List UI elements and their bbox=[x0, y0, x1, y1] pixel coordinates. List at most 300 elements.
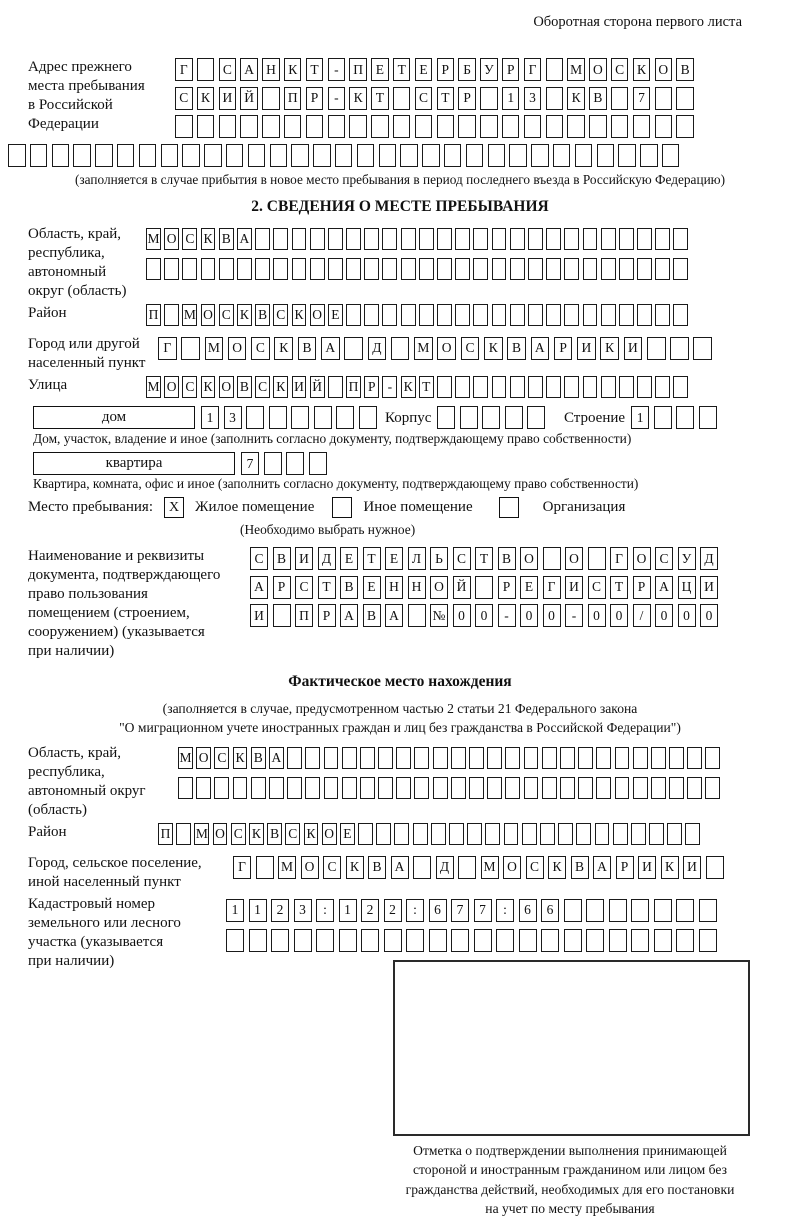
char-cell[interactable] bbox=[487, 777, 502, 799]
char-cell[interactable]: И bbox=[292, 376, 307, 398]
char-cell[interactable]: - bbox=[328, 58, 346, 81]
char-cell[interactable] bbox=[609, 929, 627, 952]
char-cell[interactable] bbox=[502, 115, 520, 138]
char-cell[interactable] bbox=[558, 823, 573, 845]
checkbox-zhiloe[interactable]: X bbox=[164, 497, 184, 518]
char-cell[interactable] bbox=[631, 929, 649, 952]
char-cell[interactable] bbox=[669, 777, 684, 799]
char-cell[interactable]: : bbox=[316, 899, 334, 922]
char-cell[interactable] bbox=[339, 929, 357, 952]
char-cell[interactable] bbox=[394, 823, 409, 845]
char-cell[interactable]: К bbox=[633, 58, 651, 81]
char-cell[interactable] bbox=[601, 228, 616, 250]
char-cell[interactable] bbox=[564, 376, 579, 398]
char-cell[interactable] bbox=[364, 258, 379, 280]
char-cell[interactable]: И bbox=[577, 337, 596, 360]
char-cell[interactable] bbox=[492, 304, 507, 326]
char-cell[interactable] bbox=[524, 747, 539, 769]
char-cell[interactable]: К bbox=[273, 376, 288, 398]
char-cell[interactable] bbox=[469, 777, 484, 799]
char-cell[interactable]: К bbox=[237, 304, 252, 326]
char-cell[interactable] bbox=[676, 929, 694, 952]
char-cell[interactable]: 3 bbox=[224, 406, 242, 429]
char-cell[interactable] bbox=[422, 144, 440, 167]
char-cell[interactable] bbox=[576, 823, 591, 845]
char-cell[interactable]: Д bbox=[436, 856, 454, 879]
char-cell[interactable]: В bbox=[237, 376, 252, 398]
char-cell[interactable] bbox=[286, 452, 304, 475]
char-cell[interactable]: 3 bbox=[524, 87, 542, 110]
char-cell[interactable] bbox=[480, 87, 498, 110]
char-cell[interactable]: Г bbox=[175, 58, 193, 81]
char-cell[interactable]: 7 bbox=[633, 87, 651, 110]
char-cell[interactable] bbox=[262, 115, 280, 138]
char-cell[interactable] bbox=[451, 777, 466, 799]
char-cell[interactable]: К bbox=[197, 87, 215, 110]
char-cell[interactable]: И bbox=[700, 576, 718, 599]
checkbox-organizatsiya[interactable] bbox=[499, 497, 519, 518]
char-cell[interactable] bbox=[52, 144, 70, 167]
char-cell[interactable]: К bbox=[401, 376, 416, 398]
char-cell[interactable] bbox=[437, 376, 452, 398]
char-cell[interactable]: О bbox=[520, 547, 538, 570]
char-cell[interactable] bbox=[611, 115, 629, 138]
char-cell[interactable] bbox=[637, 258, 652, 280]
char-cell[interactable] bbox=[433, 777, 448, 799]
char-cell[interactable] bbox=[233, 777, 248, 799]
char-cell[interactable] bbox=[458, 115, 476, 138]
char-cell[interactable]: 0 bbox=[678, 604, 696, 627]
char-cell[interactable] bbox=[240, 115, 258, 138]
char-cell[interactable] bbox=[316, 929, 334, 952]
char-cell[interactable]: П bbox=[346, 376, 361, 398]
char-cell[interactable] bbox=[164, 304, 179, 326]
char-cell[interactable]: К bbox=[548, 856, 566, 879]
char-cell[interactable] bbox=[361, 929, 379, 952]
char-cell[interactable] bbox=[305, 747, 320, 769]
char-cell[interactable] bbox=[313, 144, 331, 167]
char-cell[interactable]: С bbox=[182, 376, 197, 398]
char-cell[interactable] bbox=[531, 144, 549, 167]
char-cell[interactable] bbox=[474, 929, 492, 952]
char-cell[interactable] bbox=[357, 144, 375, 167]
char-cell[interactable]: О bbox=[437, 337, 456, 360]
char-cell[interactable] bbox=[139, 144, 157, 167]
char-cell[interactable]: М bbox=[194, 823, 209, 845]
char-cell[interactable] bbox=[413, 823, 428, 845]
char-cell[interactable]: 1 bbox=[226, 899, 244, 922]
char-cell[interactable] bbox=[546, 258, 561, 280]
char-cell[interactable]: У bbox=[480, 58, 498, 81]
char-cell[interactable] bbox=[201, 258, 216, 280]
char-cell[interactable] bbox=[204, 144, 222, 167]
char-cell[interactable]: - bbox=[565, 604, 583, 627]
char-cell[interactable] bbox=[560, 777, 575, 799]
char-cell[interactable]: С bbox=[588, 576, 606, 599]
char-cell[interactable] bbox=[346, 304, 361, 326]
char-cell[interactable] bbox=[360, 747, 375, 769]
char-cell[interactable] bbox=[673, 258, 688, 280]
char-cell[interactable]: И bbox=[624, 337, 643, 360]
char-cell[interactable] bbox=[473, 258, 488, 280]
char-cell[interactable]: Р bbox=[318, 604, 336, 627]
char-cell[interactable]: О bbox=[322, 823, 337, 845]
char-cell[interactable] bbox=[651, 777, 666, 799]
char-cell[interactable] bbox=[291, 406, 309, 429]
char-cell[interactable] bbox=[346, 228, 361, 250]
char-cell[interactable] bbox=[164, 258, 179, 280]
char-cell[interactable]: О bbox=[503, 856, 521, 879]
char-cell[interactable] bbox=[699, 929, 717, 952]
char-cell[interactable] bbox=[324, 777, 339, 799]
char-cell[interactable] bbox=[528, 228, 543, 250]
char-cell[interactable] bbox=[219, 115, 237, 138]
char-cell[interactable]: С bbox=[273, 304, 288, 326]
char-cell[interactable] bbox=[358, 823, 373, 845]
char-cell[interactable] bbox=[637, 228, 652, 250]
char-cell[interactable]: Е bbox=[340, 547, 358, 570]
char-cell[interactable]: Г bbox=[610, 547, 628, 570]
char-cell[interactable] bbox=[699, 899, 717, 922]
char-cell[interactable] bbox=[262, 87, 280, 110]
char-cell[interactable]: 2 bbox=[361, 899, 379, 922]
char-cell[interactable] bbox=[269, 406, 287, 429]
char-cell[interactable]: Т bbox=[419, 376, 434, 398]
char-cell[interactable] bbox=[382, 228, 397, 250]
char-cell[interactable] bbox=[618, 144, 636, 167]
char-cell[interactable] bbox=[619, 304, 634, 326]
char-cell[interactable] bbox=[631, 899, 649, 922]
char-cell[interactable]: Й bbox=[453, 576, 471, 599]
char-cell[interactable]: А bbox=[531, 337, 550, 360]
char-cell[interactable] bbox=[197, 58, 215, 81]
char-cell[interactable] bbox=[310, 228, 325, 250]
char-cell[interactable] bbox=[510, 376, 525, 398]
char-cell[interactable] bbox=[251, 777, 266, 799]
char-cell[interactable] bbox=[673, 376, 688, 398]
char-cell[interactable] bbox=[651, 747, 666, 769]
char-cell[interactable] bbox=[482, 406, 500, 429]
char-cell[interactable]: 3 bbox=[294, 899, 312, 922]
char-cell[interactable]: : bbox=[406, 899, 424, 922]
char-cell[interactable] bbox=[469, 747, 484, 769]
char-cell[interactable]: И bbox=[295, 547, 313, 570]
char-cell[interactable]: П bbox=[146, 304, 161, 326]
char-cell[interactable]: А bbox=[269, 747, 284, 769]
char-cell[interactable]: Т bbox=[306, 58, 324, 81]
char-cell[interactable]: О bbox=[565, 547, 583, 570]
char-cell[interactable] bbox=[371, 115, 389, 138]
char-cell[interactable]: К bbox=[346, 856, 364, 879]
char-cell[interactable] bbox=[419, 258, 434, 280]
char-cell[interactable]: К bbox=[201, 228, 216, 250]
char-cell[interactable]: С bbox=[655, 547, 673, 570]
char-cell[interactable] bbox=[255, 258, 270, 280]
char-cell[interactable]: П bbox=[284, 87, 302, 110]
char-cell[interactable]: - bbox=[382, 376, 397, 398]
char-cell[interactable] bbox=[382, 258, 397, 280]
char-cell[interactable] bbox=[613, 823, 628, 845]
char-cell[interactable] bbox=[546, 58, 564, 81]
char-cell[interactable] bbox=[676, 899, 694, 922]
char-cell[interactable] bbox=[519, 929, 537, 952]
char-cell[interactable] bbox=[324, 747, 339, 769]
char-cell[interactable] bbox=[586, 929, 604, 952]
char-cell[interactable]: В bbox=[251, 747, 266, 769]
char-cell[interactable] bbox=[601, 376, 616, 398]
char-cell[interactable] bbox=[655, 228, 670, 250]
char-cell[interactable] bbox=[487, 747, 502, 769]
char-cell[interactable] bbox=[336, 406, 354, 429]
char-cell[interactable] bbox=[676, 115, 694, 138]
char-cell[interactable]: Й bbox=[310, 376, 325, 398]
char-cell[interactable]: Д bbox=[700, 547, 718, 570]
char-cell[interactable]: Г bbox=[543, 576, 561, 599]
char-cell[interactable] bbox=[458, 856, 476, 879]
char-cell[interactable] bbox=[705, 747, 720, 769]
char-cell[interactable] bbox=[305, 777, 320, 799]
char-cell[interactable] bbox=[408, 604, 426, 627]
char-cell[interactable] bbox=[292, 228, 307, 250]
char-cell[interactable] bbox=[655, 115, 673, 138]
char-cell[interactable] bbox=[214, 777, 229, 799]
char-cell[interactable]: К bbox=[600, 337, 619, 360]
char-cell[interactable] bbox=[654, 899, 672, 922]
char-cell[interactable]: Р bbox=[616, 856, 634, 879]
char-cell[interactable]: 1 bbox=[631, 406, 649, 429]
char-cell[interactable]: О bbox=[655, 58, 673, 81]
char-cell[interactable] bbox=[219, 258, 234, 280]
char-cell[interactable]: Г bbox=[233, 856, 251, 879]
dom-box[interactable]: дом bbox=[33, 406, 195, 429]
char-cell[interactable]: Г bbox=[158, 337, 177, 360]
char-cell[interactable] bbox=[488, 144, 506, 167]
char-cell[interactable]: М bbox=[481, 856, 499, 879]
char-cell[interactable]: С bbox=[214, 747, 229, 769]
char-cell[interactable] bbox=[400, 144, 418, 167]
char-cell[interactable] bbox=[437, 115, 455, 138]
char-cell[interactable] bbox=[437, 228, 452, 250]
char-cell[interactable]: Р bbox=[502, 58, 520, 81]
char-cell[interactable]: Е bbox=[328, 304, 343, 326]
char-cell[interactable] bbox=[637, 376, 652, 398]
char-cell[interactable] bbox=[344, 337, 363, 360]
char-cell[interactable] bbox=[524, 115, 542, 138]
char-cell[interactable]: С bbox=[453, 547, 471, 570]
char-cell[interactable] bbox=[588, 547, 606, 570]
char-cell[interactable] bbox=[437, 258, 452, 280]
char-cell[interactable]: К bbox=[484, 337, 503, 360]
char-cell[interactable] bbox=[541, 929, 559, 952]
char-cell[interactable] bbox=[460, 406, 478, 429]
char-cell[interactable]: Р bbox=[437, 58, 455, 81]
char-cell[interactable] bbox=[601, 304, 616, 326]
char-cell[interactable]: О bbox=[164, 376, 179, 398]
char-cell[interactable] bbox=[647, 337, 666, 360]
char-cell[interactable]: П bbox=[295, 604, 313, 627]
char-cell[interactable]: 2 bbox=[384, 899, 402, 922]
char-cell[interactable] bbox=[578, 747, 593, 769]
char-cell[interactable]: В bbox=[267, 823, 282, 845]
char-cell[interactable]: С bbox=[250, 547, 268, 570]
char-cell[interactable] bbox=[578, 777, 593, 799]
char-cell[interactable]: 0 bbox=[475, 604, 493, 627]
char-cell[interactable]: Л bbox=[408, 547, 426, 570]
char-cell[interactable]: А bbox=[391, 856, 409, 879]
char-cell[interactable]: С bbox=[461, 337, 480, 360]
char-cell[interactable] bbox=[246, 406, 264, 429]
char-cell[interactable] bbox=[595, 823, 610, 845]
char-cell[interactable] bbox=[178, 777, 193, 799]
char-cell[interactable] bbox=[633, 747, 648, 769]
char-cell[interactable] bbox=[505, 747, 520, 769]
char-cell[interactable] bbox=[284, 115, 302, 138]
char-cell[interactable] bbox=[505, 777, 520, 799]
char-cell[interactable] bbox=[528, 258, 543, 280]
char-cell[interactable]: 0 bbox=[655, 604, 673, 627]
char-cell[interactable] bbox=[687, 777, 702, 799]
char-cell[interactable] bbox=[473, 304, 488, 326]
char-cell[interactable]: Е bbox=[415, 58, 433, 81]
char-cell[interactable] bbox=[309, 452, 327, 475]
char-cell[interactable] bbox=[583, 376, 598, 398]
char-cell[interactable] bbox=[182, 144, 200, 167]
char-cell[interactable]: А bbox=[240, 58, 258, 81]
char-cell[interactable]: / bbox=[633, 604, 651, 627]
char-cell[interactable]: М bbox=[278, 856, 296, 879]
char-cell[interactable] bbox=[527, 406, 545, 429]
char-cell[interactable]: Т bbox=[610, 576, 628, 599]
char-cell[interactable] bbox=[359, 406, 377, 429]
char-cell[interactable] bbox=[255, 228, 270, 250]
char-cell[interactable] bbox=[467, 823, 482, 845]
checkbox-inoe[interactable] bbox=[332, 497, 352, 518]
char-cell[interactable] bbox=[419, 304, 434, 326]
char-cell[interactable]: Т bbox=[363, 547, 381, 570]
char-cell[interactable] bbox=[382, 304, 397, 326]
char-cell[interactable] bbox=[619, 376, 634, 398]
char-cell[interactable]: 0 bbox=[610, 604, 628, 627]
char-cell[interactable] bbox=[687, 747, 702, 769]
char-cell[interactable] bbox=[543, 547, 561, 570]
char-cell[interactable] bbox=[601, 258, 616, 280]
char-cell[interactable] bbox=[271, 929, 289, 952]
char-cell[interactable] bbox=[540, 823, 555, 845]
char-cell[interactable] bbox=[237, 258, 252, 280]
char-cell[interactable]: К bbox=[292, 304, 307, 326]
char-cell[interactable]: К bbox=[284, 58, 302, 81]
char-cell[interactable] bbox=[335, 144, 353, 167]
char-cell[interactable]: О bbox=[633, 547, 651, 570]
char-cell[interactable] bbox=[249, 929, 267, 952]
char-cell[interactable] bbox=[655, 376, 670, 398]
char-cell[interactable]: О bbox=[301, 856, 319, 879]
char-cell[interactable] bbox=[589, 115, 607, 138]
char-cell[interactable] bbox=[546, 228, 561, 250]
char-cell[interactable] bbox=[524, 777, 539, 799]
char-cell[interactable]: В bbox=[498, 547, 516, 570]
char-cell[interactable] bbox=[437, 304, 452, 326]
char-cell[interactable]: 6 bbox=[429, 899, 447, 922]
char-cell[interactable]: А bbox=[593, 856, 611, 879]
char-cell[interactable] bbox=[349, 115, 367, 138]
char-cell[interactable] bbox=[146, 258, 161, 280]
char-cell[interactable] bbox=[117, 144, 135, 167]
char-cell[interactable]: О bbox=[310, 304, 325, 326]
char-cell[interactable] bbox=[522, 823, 537, 845]
char-cell[interactable] bbox=[475, 576, 493, 599]
char-cell[interactable] bbox=[314, 406, 332, 429]
char-cell[interactable]: С bbox=[175, 87, 193, 110]
char-cell[interactable]: Н bbox=[262, 58, 280, 81]
char-cell[interactable]: Р bbox=[364, 376, 379, 398]
char-cell[interactable] bbox=[273, 228, 288, 250]
char-cell[interactable]: М bbox=[414, 337, 433, 360]
char-cell[interactable]: С bbox=[255, 376, 270, 398]
char-cell[interactable] bbox=[161, 144, 179, 167]
char-cell[interactable]: А bbox=[250, 576, 268, 599]
char-cell[interactable]: В bbox=[368, 856, 386, 879]
char-cell[interactable]: А bbox=[655, 576, 673, 599]
char-cell[interactable]: В bbox=[571, 856, 589, 879]
char-cell[interactable] bbox=[655, 87, 673, 110]
char-cell[interactable] bbox=[597, 144, 615, 167]
char-cell[interactable] bbox=[473, 376, 488, 398]
char-cell[interactable] bbox=[662, 144, 680, 167]
char-cell[interactable] bbox=[509, 144, 527, 167]
char-cell[interactable] bbox=[264, 452, 282, 475]
char-cell[interactable] bbox=[364, 304, 379, 326]
char-cell[interactable] bbox=[455, 228, 470, 250]
char-cell[interactable] bbox=[226, 144, 244, 167]
char-cell[interactable]: И bbox=[683, 856, 701, 879]
char-cell[interactable] bbox=[306, 115, 324, 138]
char-cell[interactable] bbox=[564, 304, 579, 326]
char-cell[interactable]: О bbox=[213, 823, 228, 845]
char-cell[interactable] bbox=[706, 856, 724, 879]
char-cell[interactable] bbox=[414, 747, 429, 769]
char-cell[interactable]: 0 bbox=[453, 604, 471, 627]
char-cell[interactable] bbox=[633, 777, 648, 799]
char-cell[interactable]: П bbox=[158, 823, 173, 845]
char-cell[interactable]: 1 bbox=[249, 899, 267, 922]
char-cell[interactable] bbox=[415, 115, 433, 138]
char-cell[interactable] bbox=[396, 777, 411, 799]
char-cell[interactable]: Ь bbox=[430, 547, 448, 570]
char-cell[interactable] bbox=[542, 777, 557, 799]
char-cell[interactable]: В bbox=[255, 304, 270, 326]
char-cell[interactable] bbox=[226, 929, 244, 952]
char-cell[interactable] bbox=[401, 228, 416, 250]
char-cell[interactable]: Р bbox=[633, 576, 651, 599]
char-cell[interactable] bbox=[328, 258, 343, 280]
char-cell[interactable] bbox=[328, 228, 343, 250]
char-cell[interactable]: М bbox=[567, 58, 585, 81]
char-cell[interactable] bbox=[431, 823, 446, 845]
char-cell[interactable] bbox=[342, 747, 357, 769]
char-cell[interactable]: Т bbox=[318, 576, 336, 599]
char-cell[interactable] bbox=[376, 823, 391, 845]
char-cell[interactable]: В bbox=[298, 337, 317, 360]
char-cell[interactable] bbox=[30, 144, 48, 167]
char-cell[interactable]: М bbox=[182, 304, 197, 326]
char-cell[interactable]: М bbox=[146, 376, 161, 398]
char-cell[interactable]: О bbox=[219, 376, 234, 398]
char-cell[interactable] bbox=[654, 929, 672, 952]
char-cell[interactable] bbox=[287, 747, 302, 769]
char-cell[interactable] bbox=[586, 899, 604, 922]
char-cell[interactable] bbox=[175, 115, 193, 138]
